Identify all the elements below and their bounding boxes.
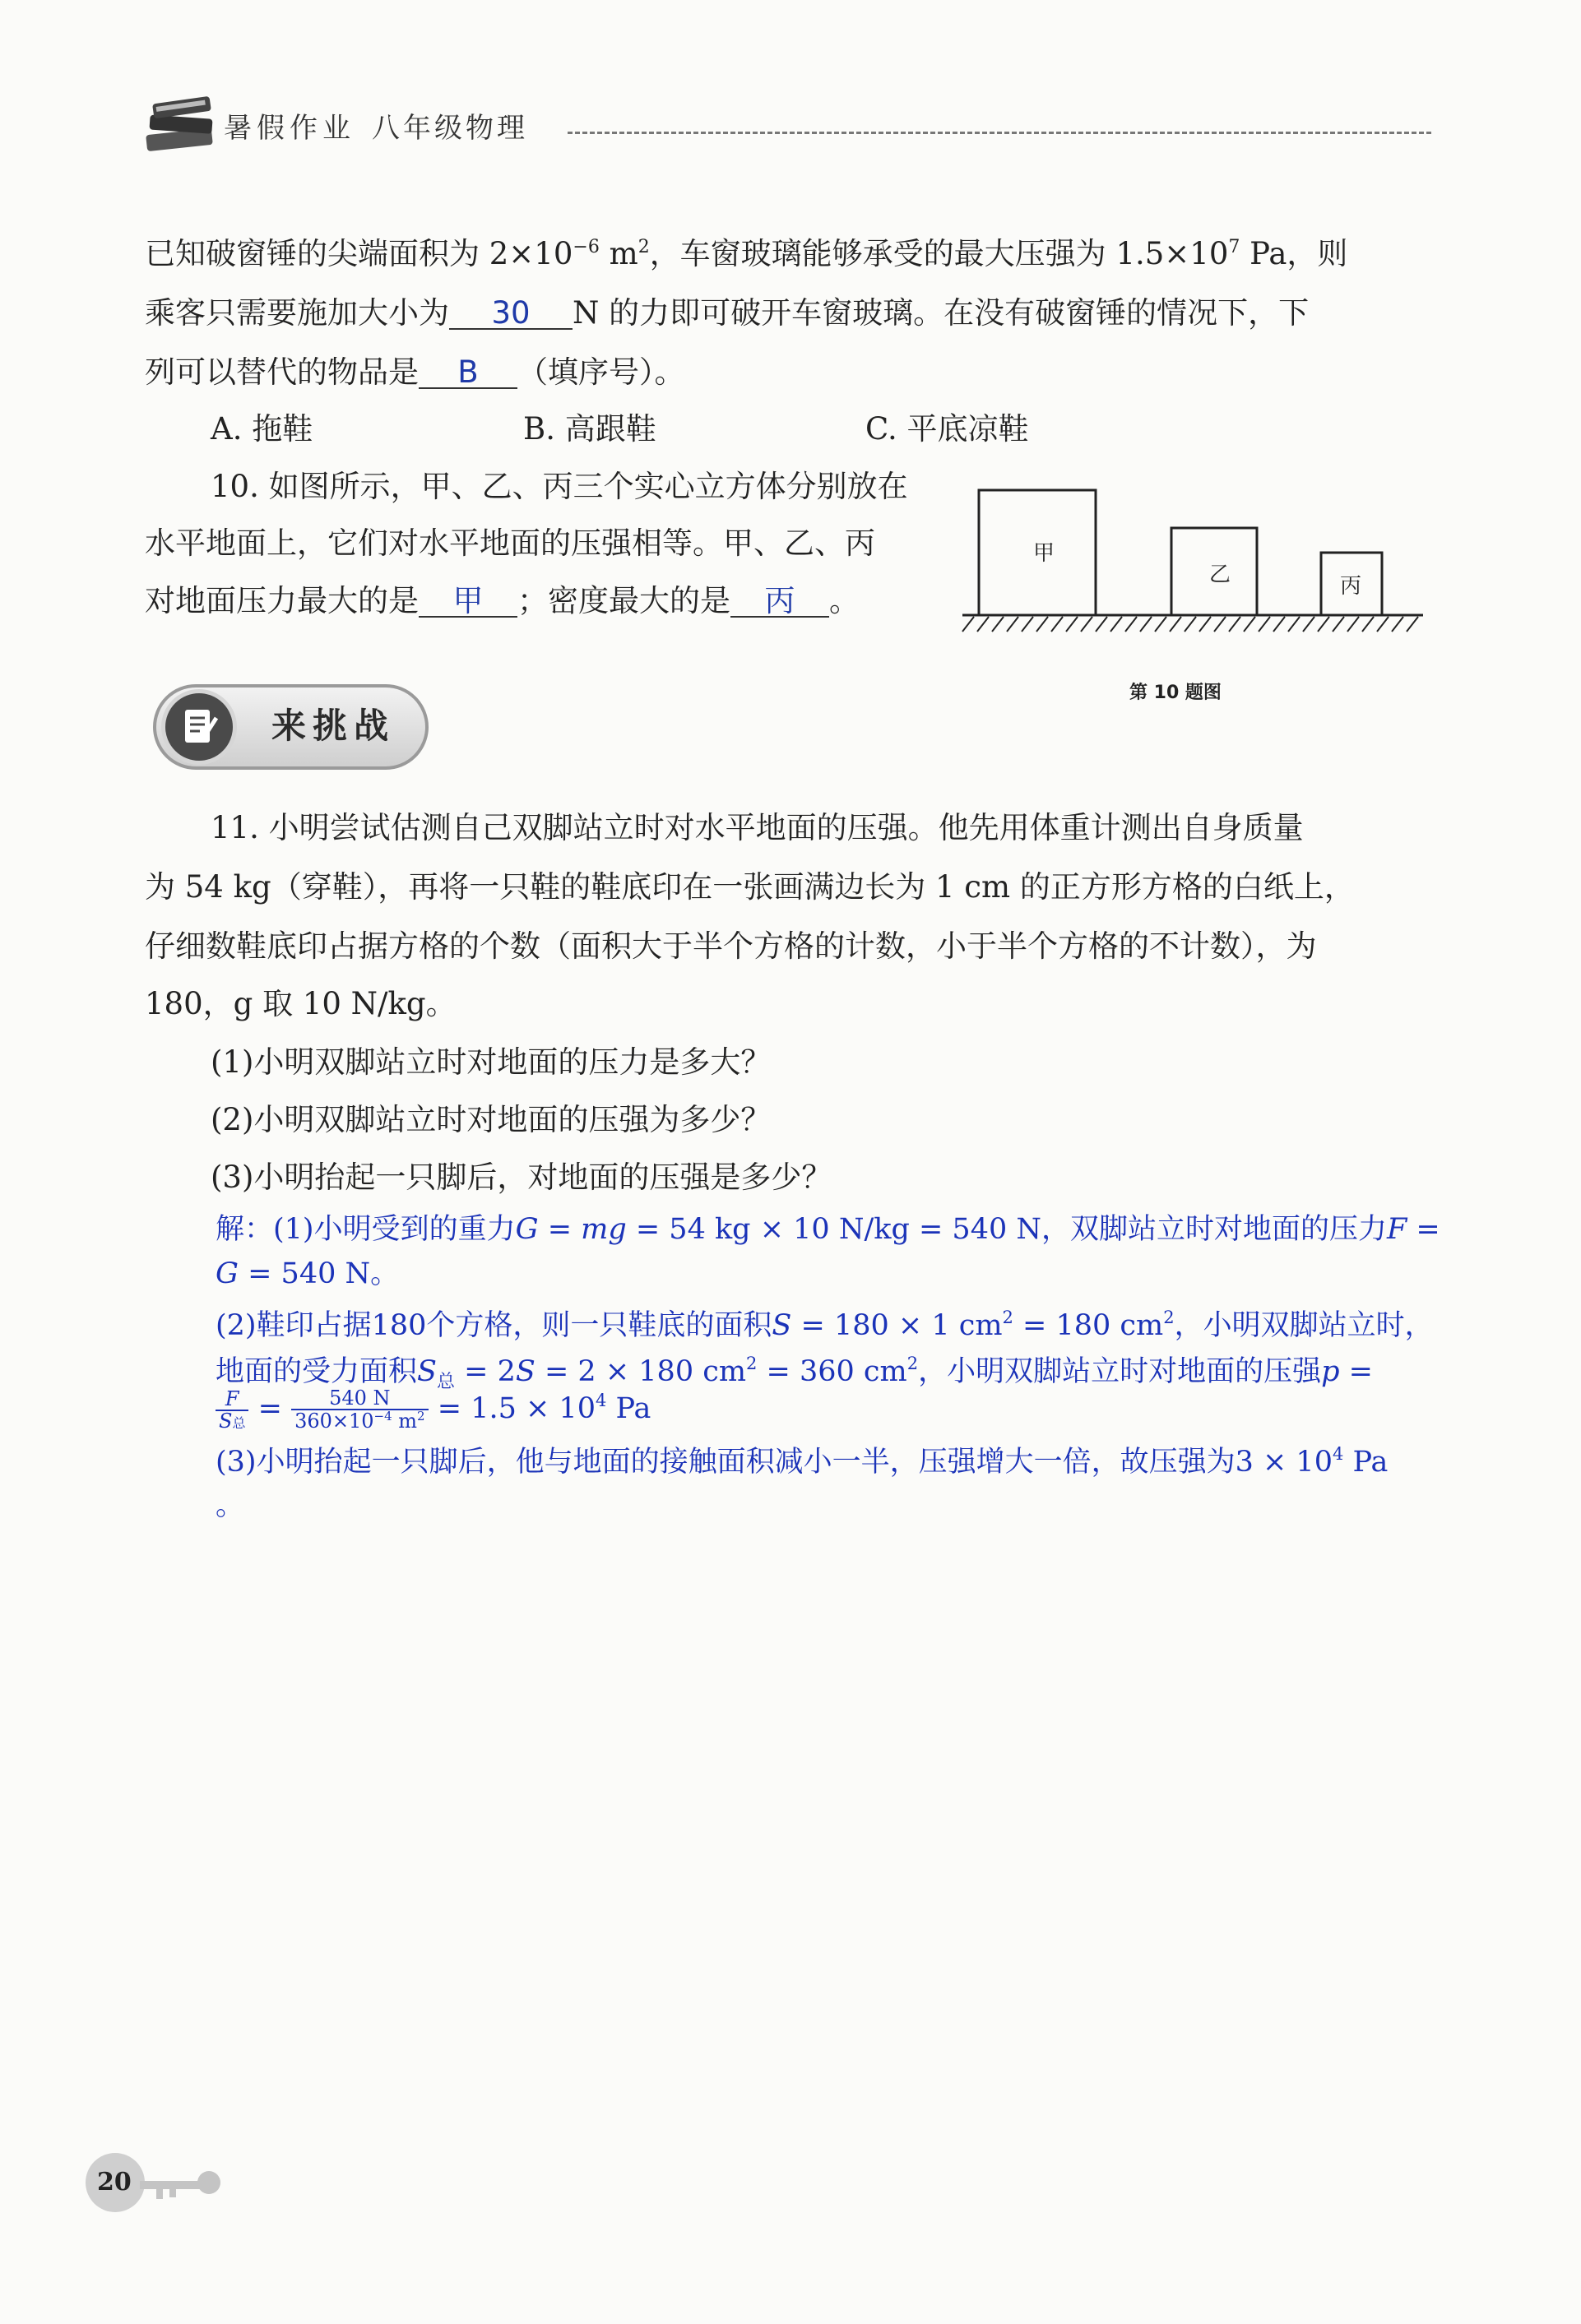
notepad-icon [161, 689, 237, 765]
q11-line3: 仔细数鞋底印占据方格的个数（面积大于半个方格的计数，小于半个方格的不计数），为 [145, 928, 1317, 964]
books-logo-icon [141, 89, 217, 161]
key-icon [140, 2169, 222, 2206]
q10-line3: 对地面压力最大的是 甲 ；密度最大的是 丙 。 [145, 583, 860, 618]
answer-blank-max-density: 丙 [730, 586, 829, 618]
header-series: 暑假作业 [224, 112, 355, 145]
cube-label-jia: 甲 [1033, 541, 1055, 566]
page-number: 20 [97, 2168, 132, 2197]
header-title [224, 105, 528, 146]
answer-blank-item: B [419, 357, 517, 389]
q11-subquestion-1: (1)小明双脚站立时对地面的压力是多大？ [211, 1044, 772, 1080]
q11-line1: 11. 小明尝试估测自己双脚站立时对水平地面的压强。他先用体重计测出自身质量 [211, 810, 1304, 845]
answer-blank-force: 30 [449, 298, 573, 330]
q9-option-b: B. 高跟鞋 [523, 411, 656, 447]
q9-option-a: A. 拖鞋 [211, 411, 313, 447]
solution-line7: 。 [216, 1489, 245, 1522]
header-subject: 八年级物理 [372, 112, 528, 145]
q10-line2: 水平地面上，它们对水平地面的压强相等。甲、乙、丙 [145, 525, 875, 561]
solution-line1: 解：(1)小明受到的重力G = mg = 54 kg × 10 N/kg = 540 N，双脚站立时对地面的压力F = [216, 1213, 1440, 1246]
figure-caption: 第 10 题图 [1129, 683, 1222, 703]
ground-hatching [962, 617, 1418, 632]
q9-line2: 乘客只需要施加大小为 30 N 的力即可破开车窗玻璃。在没有破窗锤的情况下，下 [145, 295, 1310, 331]
solution-line4: 地面的受力面积$S_总 = 2S = 2 \times 180$ $cm^2 = 360$ $cm^2$，小明双脚站立时对地面的压强p = [216, 1354, 1373, 1392]
cube-label-yi: 乙 [1209, 562, 1231, 587]
solution-line2: G = 540 N。 [216, 1257, 400, 1290]
q9-option-c: C. 平底凉鞋 [865, 411, 1029, 447]
fraction-numeric: $\frac{540 N}{360\times 10^{-4} m^2}$ [291, 1388, 429, 1432]
q11-subquestion-3: (3)小明抬起一只脚后，对地面的压强是多少？ [211, 1160, 832, 1195]
q11-line2: 为 54 kg（穿鞋），再将一只鞋的鞋底印在一张画满边长为 1 cm 的正方形方格的白纸上， [145, 869, 1355, 905]
q10-figure [954, 477, 1431, 641]
fraction-f-over-s: $\frac{F}{\text{S总}}$ [216, 1389, 248, 1432]
q9-line1: 已知破窗锤的尖端面积为 $2\times 10^{-6}$ $m^2$，车窗玻璃能够承受的最大压强为 $1.5\times 10^7$ Pa，则 [145, 236, 1348, 271]
answer-blank-max-force: 甲 [419, 586, 517, 618]
section-label: 来挑战 [271, 706, 396, 746]
q10-line1: 10. 如图所示，甲、乙、丙三个实心立方体分别放在 [211, 469, 908, 504]
q11-subquestion-2: (2)小明双脚站立时对地面的压强为多少？ [211, 1102, 772, 1137]
q11-line4: 180，g 取 10 N/kg。 [145, 986, 457, 1021]
cube-label-bing: 丙 [1340, 574, 1362, 599]
header-dashed-rule [568, 132, 1431, 134]
solution-line5: $\frac{F}{\text{S总}}$ = $\frac{540 N}{360\times 10^{-4} m^2}$ = $1.5 \times 10^4$ Pa [216, 1388, 651, 1432]
solution-line6: (3)小明抬起一只脚后，他与地面的接触面积减小一半，压强增大一倍，故压强为$3 \times 10^4$ Pa [216, 1444, 1389, 1479]
q9-line3: 列可以替代的物品是 B （填序号）。 [145, 354, 685, 390]
solution-line3: (2)鞋印占据180个方格，则一只鞋底的面积S = 180 × 1 $cm^2 = 180$ $cm^2$，小明双脚站立时， [216, 1308, 1434, 1342]
